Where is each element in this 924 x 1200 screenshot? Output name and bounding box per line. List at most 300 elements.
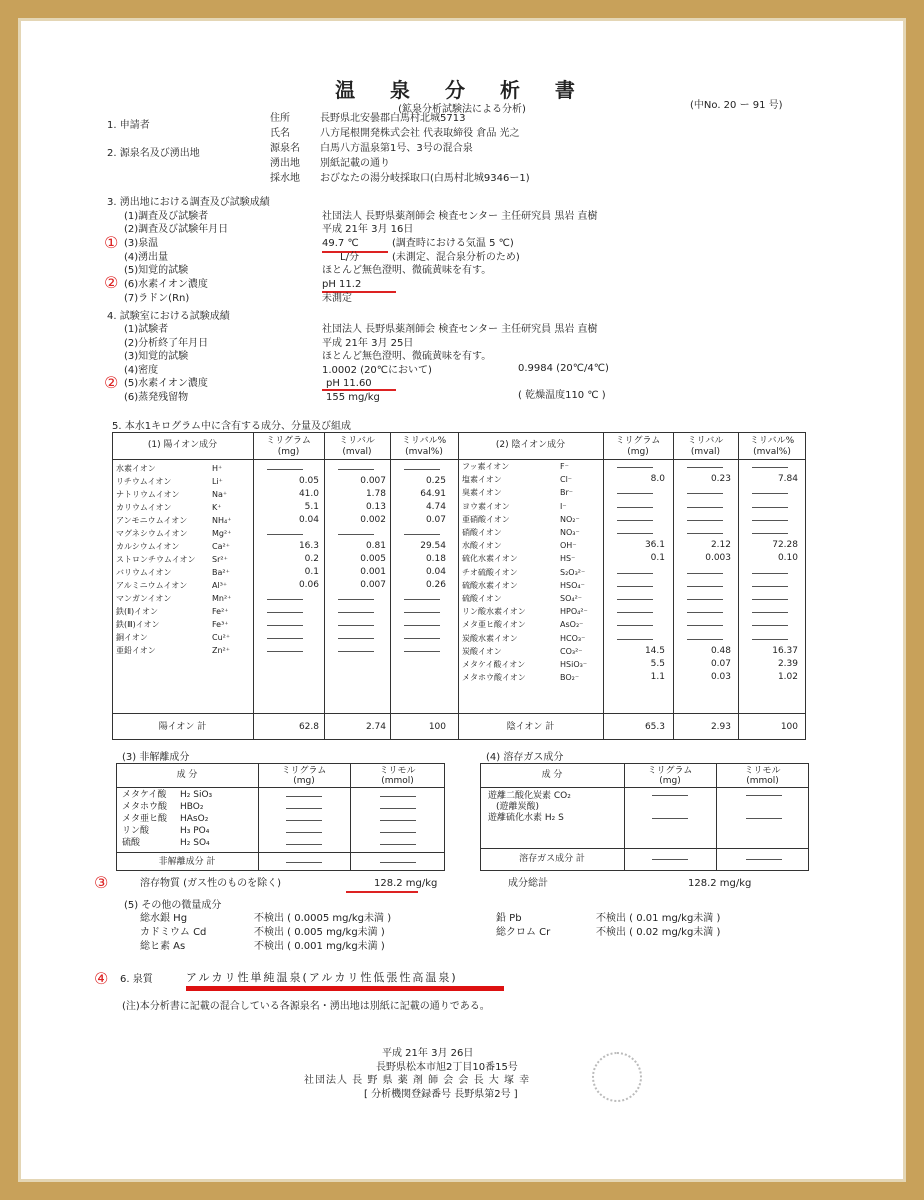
lab-row-label: (4)密度 (124, 365, 159, 376)
cation-name: アルミニウムイオン (116, 581, 188, 590)
empty-value (746, 795, 782, 796)
cation-name: カルシウムイオン (116, 542, 180, 551)
official-seal-icon (592, 1052, 642, 1102)
note-text: (注)本分析書に記載の混合している各源泉名・湧出地は別紙に記載の通りである。 (122, 1001, 490, 1012)
col-mg-unit: (mg) (627, 447, 649, 457)
empty-value (617, 625, 653, 626)
empty-value (404, 638, 440, 639)
empty-value (286, 808, 322, 809)
nd-name: メタホウ酸 (122, 802, 168, 812)
anion-mg-value: 36.1 (644, 540, 665, 551)
col-pct-unit: (mval%) (753, 447, 791, 457)
trace-name: 総水銀 Hg (140, 913, 188, 924)
empty-value (687, 599, 723, 600)
cation-pct-value: 0.07 (425, 515, 446, 525)
dissolved-solids-value: 128.2 mg/kg (374, 878, 438, 889)
anion-symbol: BO₂⁻ (560, 673, 580, 683)
cation-mval-value: 0.007 (360, 580, 386, 590)
anion-name: 炭酸水素イオン (462, 633, 518, 643)
cation-mg-value: 0.05 (298, 476, 319, 486)
empty-value (380, 832, 416, 833)
field-row-label: (4)湧出量 (124, 252, 169, 263)
empty-value (617, 599, 653, 600)
field-row-label: (1)調査及び試験者 (124, 211, 209, 222)
lab-section: 4. 試験室における試験成績 (107, 311, 230, 322)
nd-symbol: HBO₂ (180, 802, 204, 812)
nd-col-mg: ミリグラム (281, 766, 327, 776)
cation-symbol: Fe³⁺ (212, 620, 229, 629)
density-value: 1.0002 (20℃において) (322, 365, 432, 376)
nd-total-label: 非解離成分 計 (158, 857, 216, 867)
sample-value: おびなたの湯分岐採取口(白馬村北城9346ー1) (320, 173, 530, 184)
nd-name: メタ亜ヒ酸 (122, 814, 168, 824)
anion-pct-value: 16.37 (772, 645, 798, 656)
cation-symbol: Cu²⁺ (212, 633, 231, 642)
anion-symbol: OH⁻ (560, 541, 577, 551)
nd-col-component: 成 分 (176, 770, 198, 780)
anion-name: 塩素イオン (462, 475, 502, 485)
anion-total-mval: 2.93 (710, 722, 731, 732)
empty-value (404, 612, 440, 613)
cation-symbol: Ba²⁺ (212, 568, 230, 577)
ph-lab-underline (322, 389, 396, 391)
gas-col-mmol-unit: (mmol) (746, 776, 779, 786)
anion-symbol: HSiO₃⁻ (560, 660, 588, 669)
empty-value (380, 820, 416, 821)
cation-symbol: Li⁺ (212, 477, 223, 486)
anion-mval-value: 2.12 (710, 540, 731, 551)
gas-col-mg: ミリグラム (647, 766, 693, 776)
density-extra: 0.9984 (20℃/4℃) (518, 363, 609, 374)
sample-label: 採水地 (270, 173, 300, 184)
total-value: 128.2 mg/kg (688, 878, 752, 889)
anion-symbol: F⁻ (560, 462, 569, 471)
cation-mval-value: 0.81 (365, 541, 386, 551)
dissolved-solids-label: 溶存物質 (ガス性のものを除く) (140, 878, 281, 889)
cation-name: 水素イオン (116, 464, 156, 473)
anion-mval-value: 0.48 (710, 645, 731, 656)
footer-registration: [ 分析機関登録番号 長野県第2号 ] (364, 1089, 518, 1100)
lab-row-value: 平成 21年 3月 25日 (322, 338, 414, 349)
col-mg-header: ミリグラム (615, 436, 661, 446)
footer-org: 社団法人 長 野 県 薬 剤 師 会 会 長 大 塚 幸 (304, 1075, 531, 1086)
empty-value (338, 651, 374, 652)
col-mval-header: ミリバル (687, 436, 724, 446)
anion-name: チオ硫酸イオン (462, 567, 518, 577)
cation-mg-value: 41.0 (298, 489, 319, 499)
anion-name: リン酸水素イオン (462, 607, 526, 617)
trace-value: 不検出 ( 0.0005 mg/kg未満 ) (254, 913, 392, 924)
empty-value (752, 533, 788, 534)
cation-name: バリウムイオン (116, 568, 172, 577)
gas-total-line (480, 848, 809, 849)
nd-header-line (116, 787, 445, 788)
empty-value (687, 639, 723, 640)
anion-total-label: 陰イオン 計 (506, 722, 555, 732)
empty-value (380, 796, 416, 797)
empty-value (617, 520, 653, 521)
table-header-line (112, 459, 806, 460)
field-row-label: (2)調査及び試験年月日 (124, 224, 229, 235)
empty-value (617, 533, 653, 534)
field-row-label: (5)知覚的試験 (124, 265, 189, 276)
nd-symbol: HAsO₂ (180, 814, 209, 824)
source-section: 2. 源泉名及び湧出地 (107, 148, 200, 159)
gas-total-label: 溶存ガス成分 計 (519, 854, 585, 864)
anion-name: 炭酸イオン (462, 646, 502, 656)
empty-value (380, 862, 416, 863)
empty-value (687, 612, 723, 613)
cation-name: 鉄(Ⅲ)イオン (116, 620, 160, 629)
empty-value (617, 639, 653, 640)
anion-symbol: I⁻ (560, 501, 567, 511)
empty-value (687, 573, 723, 574)
nd-symbol: H₂ SO₄ (180, 838, 210, 848)
col-mval-unit: (mval) (690, 447, 721, 457)
anion-mval-value: 0.003 (705, 553, 731, 564)
cation-symbol: H⁺ (212, 464, 223, 473)
anion-name: メタ亜ヒ酸イオン (462, 620, 526, 630)
cation-name: マグネシウムイオン (116, 529, 188, 538)
trace-name: 総ヒ素 As (140, 941, 186, 952)
empty-value (380, 844, 416, 845)
empty-value (338, 638, 374, 639)
footer-address: 長野県松本市旭2丁目10番15号 (376, 1062, 518, 1073)
cation-name: 鉄(Ⅱ)イオン (116, 607, 158, 616)
cation-pct-value: 4.74 (425, 502, 446, 512)
anion-name: 水酸イオン (462, 541, 502, 551)
nd-name: メタケイ酸 (122, 790, 167, 800)
empty-value (687, 467, 723, 468)
trace-header: (5) その他の微量成分 (124, 900, 222, 911)
empty-value (404, 651, 440, 652)
empty-value (267, 534, 303, 535)
empty-value (746, 859, 782, 860)
field-section: 3. 湧出地における調査及び試験成績 (107, 197, 270, 208)
cation-mval-value: 0.001 (360, 567, 386, 577)
empty-value (687, 520, 723, 521)
quality-underline (186, 986, 504, 991)
anion-symbol: NO₂⁻ (560, 514, 580, 524)
total-label: 成分総計 (508, 878, 548, 889)
table-total-line (112, 713, 806, 714)
empty-value (652, 795, 688, 796)
gas-header-line (480, 787, 809, 788)
cation-mval-value: 1.78 (365, 489, 386, 499)
anion-symbol: SO₄²⁻ (560, 594, 583, 603)
empty-value (267, 599, 303, 600)
nd-col-mg-unit: (mg) (293, 776, 315, 786)
trace-name: 総クロム Cr (496, 927, 551, 938)
anion-symbol: HCO₃⁻ (560, 633, 586, 643)
cation-symbol: Fe²⁺ (212, 607, 229, 616)
quality-value: アルカリ性単純温泉(アルカリ性低張性高温泉) (186, 971, 458, 984)
source-value: 白馬八方温泉第1号、3号の混合泉 (320, 143, 473, 154)
cation-name: ストロンチウムイオン (116, 555, 196, 564)
trace-name: 鉛 Pb (496, 913, 522, 924)
anion-pct-value: 72.28 (772, 540, 798, 551)
composition-section: 5. 本水1キログラム中に含有する成分、分量及び組成 (112, 421, 351, 432)
cation-mval-value: 0.005 (360, 554, 386, 564)
cation-pct-value: 29.54 (420, 541, 446, 551)
empty-value (687, 586, 723, 587)
anion-name: 亜硝酸イオン (462, 514, 510, 524)
lab-row-label: (5)水素イオン濃度 (124, 378, 208, 389)
ph-field-value: pH 11.2 (322, 279, 362, 290)
anion-pct-value: 2.39 (777, 659, 798, 669)
empty-value (752, 573, 788, 574)
gas-header: (4) 溶存ガス成分 (486, 752, 564, 763)
anion-symbol: Br⁻ (560, 488, 573, 498)
cation-symbol: Na⁺ (212, 490, 228, 499)
empty-value (617, 612, 653, 613)
cation-name: マンガンイオン (116, 594, 172, 603)
empty-value (267, 469, 303, 470)
anion-pct-value: 7.84 (777, 474, 798, 485)
empty-value (752, 467, 788, 468)
gas-row-h2s: 遊離硫化水素 H₂ S (488, 813, 564, 823)
anion-mg-value: 14.5 (644, 645, 665, 656)
marker-1: ① (104, 233, 119, 252)
marker-2b: ② (104, 373, 119, 392)
empty-value (752, 493, 788, 494)
document-subtitle: (鉱泉分析試験法による分析) (398, 104, 526, 115)
empty-value (286, 844, 322, 845)
dissolved-solids-underline (346, 891, 418, 893)
field-row-label: (7)ラドン(Rn) (124, 293, 190, 304)
anion-name: メタケイ酸イオン (462, 660, 526, 669)
empty-value (286, 862, 322, 863)
anion-symbol: AsO₂⁻ (560, 620, 584, 630)
anion-mg-value: 1.1 (650, 672, 665, 683)
trace-value: 不検出 ( 0.02 mg/kg未満 ) (596, 927, 721, 938)
footer-date: 平成 21年 3月 26日 (382, 1048, 474, 1059)
cation-total-mval: 2.74 (365, 722, 386, 732)
col-pct-header: ミリバル% (749, 436, 795, 446)
empty-value (752, 612, 788, 613)
cation-pct-value: 64.91 (420, 489, 446, 499)
lab-row-value: ほとんど無色澄明、微硫黄味を有す。 (322, 351, 492, 362)
anion-pct-value: 1.02 (777, 672, 798, 683)
nd-name: 硫酸 (122, 838, 141, 848)
cation-symbol: K⁺ (212, 503, 222, 512)
col-pct-header: ミリバル% (401, 436, 447, 446)
gas-col-mg-unit: (mg) (659, 776, 681, 786)
anion-symbol: NO₃⁻ (560, 528, 580, 537)
empty-value (286, 832, 322, 833)
field-row-value: ほとんど無色澄明、微硫黄味を有す。 (322, 265, 492, 276)
anion-name: ヨウ素イオン (462, 501, 510, 511)
empty-value (617, 573, 653, 574)
empty-value (404, 599, 440, 600)
spring-label: 湧出地 (270, 158, 300, 169)
lab-row-label: (2)分析終了年月日 (124, 338, 209, 349)
nondissociated-header: (3) 非解離成分 (122, 752, 190, 763)
anion-total-mg: 65.3 (644, 722, 665, 732)
empty-value (687, 507, 723, 508)
gas-row-co2: 遊離二酸化炭素 CO₂ (488, 791, 571, 801)
cation-name: リチウムイオン (116, 477, 172, 486)
cation-name: 亜鉛イオン (116, 646, 156, 655)
anion-mval-value: 0.03 (710, 672, 731, 683)
document-number: (中No. 20 ー 91 号) (690, 100, 783, 111)
temperature-note: (調査時における気温 5 ℃) (392, 238, 514, 249)
cation-total-mg: 62.8 (298, 722, 319, 732)
empty-value (617, 586, 653, 587)
empty-value (746, 818, 782, 819)
cation-total-label: 陽イオン 計 (158, 722, 207, 732)
cation-name: ナトリウムイオン (116, 490, 180, 499)
residue-value: 155 mg/kg (326, 392, 380, 403)
cation-pct-value: 0.04 (425, 567, 446, 577)
anion-mval-value: 0.23 (710, 474, 731, 485)
anion-total-pct: 100 (780, 722, 798, 732)
cation-mg-value: 0.04 (298, 515, 319, 525)
name-label: 氏名 (270, 128, 290, 139)
gas-col-mmol: ミリモル (744, 766, 781, 776)
empty-value (286, 820, 322, 821)
cation-mg-value: 16.3 (298, 541, 319, 551)
empty-value (404, 469, 440, 470)
anion-symbol: HS⁻ (560, 554, 576, 564)
anion-name: フッ素イオン (462, 462, 510, 471)
anion-mg-value: 8.0 (650, 474, 665, 485)
cation-mg-value: 0.1 (304, 567, 319, 577)
lab-row-label: (3)知覚的試験 (124, 351, 189, 362)
anion-mval-value: 0.07 (710, 659, 731, 669)
empty-value (687, 493, 723, 494)
nd-col-mmol-unit: (mmol) (381, 776, 414, 786)
address-label: 住所 (270, 113, 290, 124)
anion-mg-value: 5.5 (650, 659, 665, 669)
residue-extra: ( 乾燥温度110 ℃ ) (518, 390, 606, 401)
lab-row-value: 社団法人 長野県薬剤師会 検査センター 主任研究員 黒岩 直樹 (322, 324, 598, 335)
gas-row-co2-alt: (遊離炭酸) (496, 802, 540, 812)
anion-header: (2) 陰イオン成分 (495, 440, 566, 450)
anion-mg-value: 0.1 (650, 553, 665, 564)
name-value: 八方尾根開発株式会社 代表取締役 倉品 光之 (320, 128, 520, 139)
empty-value (752, 639, 788, 640)
empty-value (752, 625, 788, 626)
cation-name: アンモニウムイオン (116, 516, 188, 525)
empty-value (752, 507, 788, 508)
nd-symbol: H₃ PO₄ (180, 826, 210, 836)
nd-symbol: H₂ SiO₃ (180, 790, 213, 800)
empty-value (617, 507, 653, 508)
empty-value (652, 859, 688, 860)
anion-name: 硫酸イオン (462, 594, 502, 603)
anion-name: 硫酸水素イオン (462, 580, 518, 590)
anion-symbol: S₂O₃²⁻ (560, 567, 586, 577)
marker-3: ③ (94, 873, 109, 892)
anion-symbol: CO₃²⁻ (560, 646, 583, 656)
empty-value (752, 520, 788, 521)
marker-4: ④ (94, 969, 109, 988)
cation-header: (1) 陽イオン成分 (147, 440, 218, 450)
nd-col-mmol: ミリモル (379, 766, 416, 776)
anion-name: 硫化水素イオン (462, 554, 518, 564)
anion-name: 臭素イオン (462, 488, 502, 498)
empty-value (617, 467, 653, 468)
cation-mval-value: 0.002 (360, 515, 386, 525)
anion-symbol: HSO₄⁻ (560, 580, 585, 590)
cation-symbol: Sr²⁺ (212, 555, 228, 564)
cation-mg-value: 5.1 (304, 502, 319, 512)
empty-value (267, 651, 303, 652)
anion-symbol: Cl⁻ (560, 475, 573, 485)
empty-value (267, 612, 303, 613)
empty-value (338, 625, 374, 626)
cation-mval-value: 0.007 (360, 476, 386, 486)
cation-mg-value: 0.2 (304, 554, 319, 564)
field-row-value: 平成 21年 3月 16日 (322, 224, 414, 235)
address-value: 長野県北安曇郡白馬村北城5713 (320, 113, 466, 124)
anion-pct-value: 0.10 (777, 553, 798, 564)
empty-value (338, 469, 374, 470)
empty-value (338, 612, 374, 613)
col-mval-unit: (mval) (342, 447, 372, 457)
empty-value (617, 493, 653, 494)
empty-value (752, 586, 788, 587)
quality-label: 6. 泉質 (120, 974, 153, 985)
empty-value (687, 625, 723, 626)
trace-value: 不検出 ( 0.01 mg/kg未満 ) (596, 913, 721, 924)
cation-name: 銅イオン (116, 633, 148, 642)
empty-value (752, 599, 788, 600)
temperature-value: 49.7 ℃ (322, 238, 359, 249)
field-row-label: (3)泉温 (124, 238, 159, 249)
trace-name: カドミウム Cd (140, 927, 207, 938)
nd-name: リン酸 (122, 826, 150, 836)
anion-name: 硝酸イオン (462, 528, 502, 537)
lab-row-label: (1)試験者 (124, 324, 169, 335)
gas-col-component: 成 分 (541, 770, 563, 780)
ph-lab-value: pH 11.60 (326, 378, 372, 389)
cation-pct-value: 0.18 (425, 554, 446, 564)
field-row-label: (6)水素イオン濃度 (124, 279, 208, 290)
empty-value (267, 638, 303, 639)
cation-symbol: Ca²⁺ (212, 542, 230, 551)
empty-value (687, 533, 723, 534)
nd-total-line (116, 852, 445, 853)
col-mg-unit: (mg) (277, 447, 300, 457)
cation-mval-value: 0.13 (365, 502, 386, 512)
empty-value (652, 818, 688, 819)
cation-total-pct: 100 (428, 722, 446, 732)
empty-value (380, 808, 416, 809)
cation-name: カリウムイオン (116, 503, 172, 512)
marker-2: ② (104, 273, 119, 292)
cation-symbol: Al³⁺ (212, 581, 228, 590)
cation-pct-value: 0.26 (425, 580, 446, 590)
field-row-value: 未測定 (322, 293, 352, 304)
flow-value: L/分 (340, 252, 359, 263)
empty-value (404, 625, 440, 626)
flow-note: (未測定、混合泉分析のため) (392, 252, 520, 263)
trace-value: 不検出 ( 0.005 mg/kg未満 ) (254, 927, 385, 938)
col-pct-unit: (mval%) (405, 447, 443, 457)
cation-symbol: Mn²⁺ (212, 594, 232, 603)
empty-value (338, 534, 374, 535)
cation-symbol: Mg²⁺ (212, 529, 232, 538)
spring-value: 別紙記載の通り (320, 158, 390, 169)
col-mval-header: ミリバル (339, 436, 375, 446)
anion-symbol: HPO₄²⁻ (560, 607, 588, 617)
empty-value (404, 534, 440, 535)
trace-value: 不検出 ( 0.001 mg/kg未満 ) (254, 941, 385, 952)
empty-value (286, 796, 322, 797)
col-mg-header: ミリグラム (266, 436, 311, 446)
